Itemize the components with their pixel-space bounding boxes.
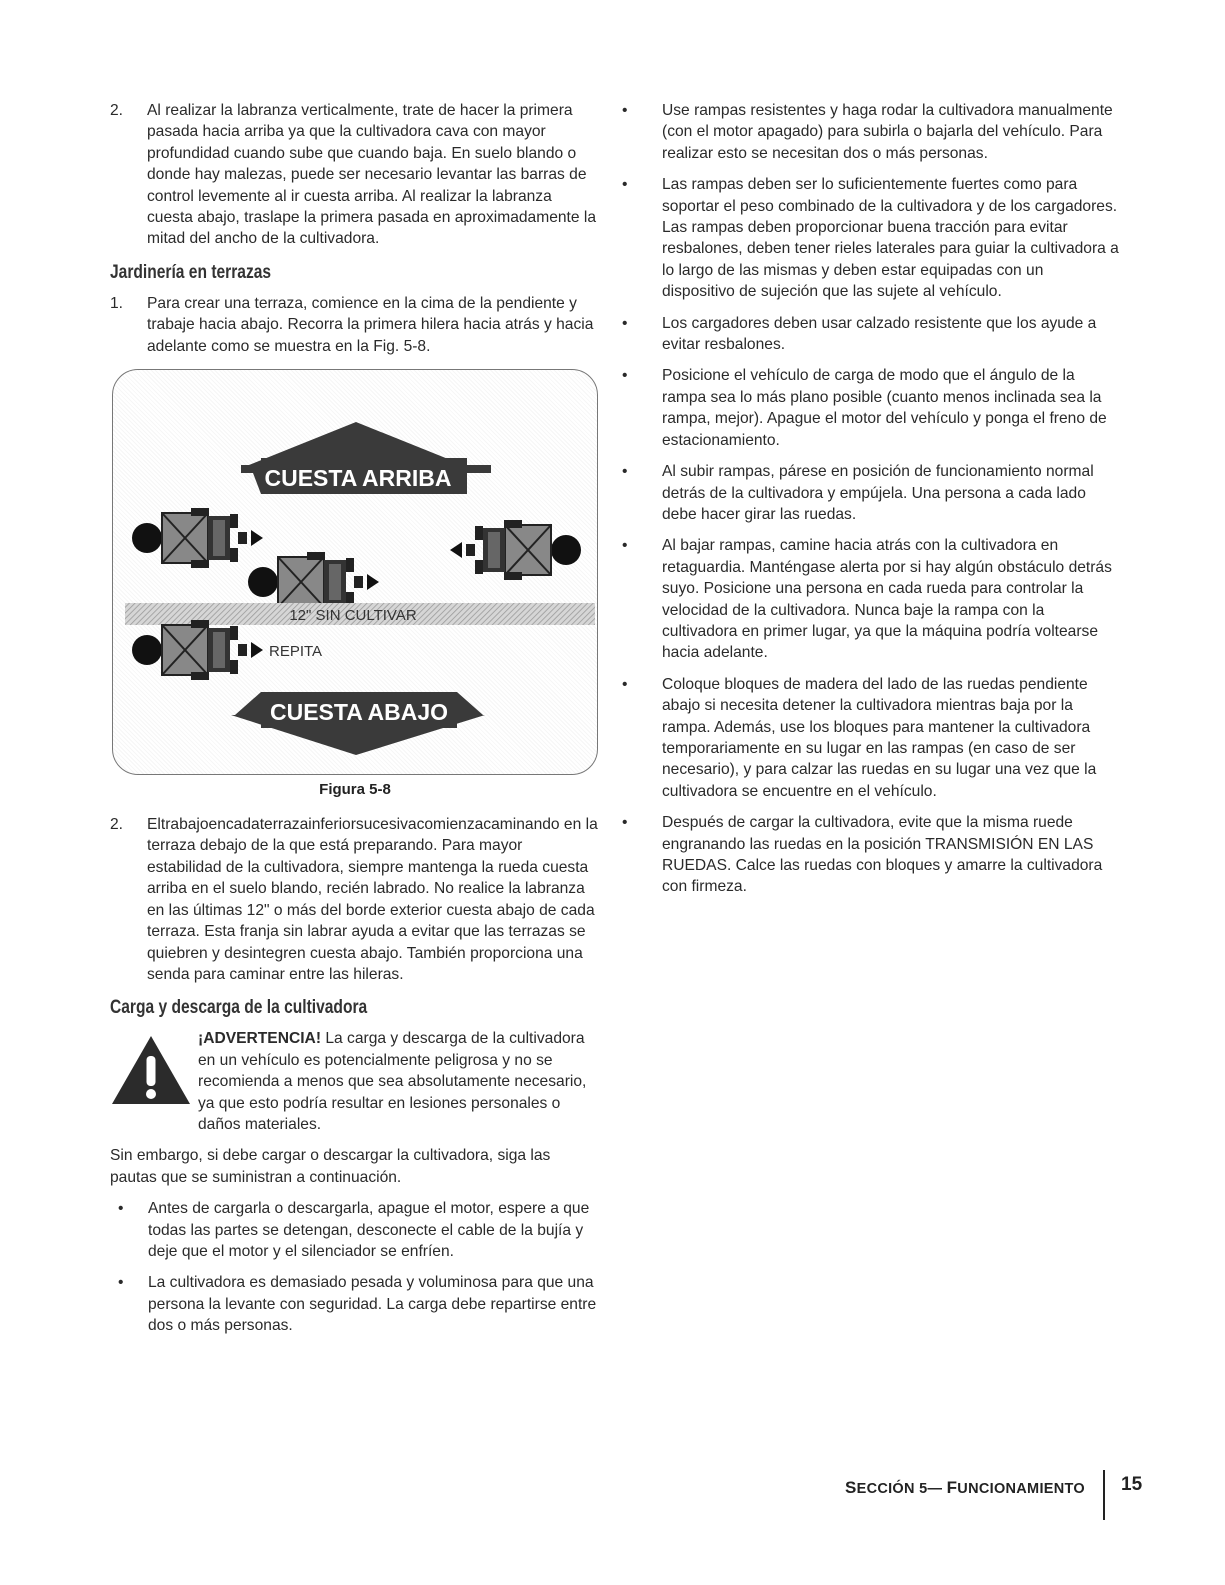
section-heading-carga: Carga y descarga de la cultivadora (110, 997, 368, 1019)
bullet-text: Al subir rampas, párese en posición de funcionamiento normal detrás de la cultivadora y empújela. Una persona a cada lado debe hacer girar las ruedas. (662, 463, 1094, 523)
list-item-bullet (615, 461, 1120, 525)
page-footer (0, 1470, 1225, 1520)
list-item-bullet (615, 174, 1120, 302)
list-text: Para crear una terraza, comience en la cima de la pendiente y trabaje hacia abajo. Recorra la primera hilera hacia atrás y hacia adelante como se muestra en la Fig. 5-8. (147, 294, 594, 355)
uphill-arrow (241, 422, 491, 494)
tiller-row1-right (450, 520, 581, 580)
downhill-label: CUESTA ABAJO (269, 699, 449, 726)
bullet-symbol: • (622, 675, 628, 693)
bullet-text: Posicione el vehículo de carga de modo que el ángulo de la rampa sea lo más plano posible (cuanto menos inclinada sea la rampa, mejor). Apague el motor del vehículo y ponga el freno de estacionamiento. (662, 367, 1107, 449)
list-item-bullet (615, 674, 1120, 802)
list-item-bullet (615, 812, 1120, 898)
bullet-text: Use rampas resistentes y haga rodar la cultivadora manualmente (con el motor apagado) para subirla o bajarla del vehículo. Para realizar esto se necesitan dos o más personas. (662, 102, 1113, 162)
uphill-label: CUESTA ARRIBA (264, 465, 452, 492)
bullet-symbol: • (622, 102, 628, 119)
bullet-text: Al bajar rampas, camine hacia atrás con la cultivadora en retaguardia. Manténgase alerta por si hay algún obstáculo detrás suyo. Posicione una persona en cada rueda para controlar la velocidad de la cultivadora. Nunca baje la rampa con la cultivadora en primer lugar, ya que la máquina podría voltearse hacia adelante. (662, 537, 1112, 662)
list-text: Eltrabajoencadaterrazainferiorsucesivacomienzacaminando en la terraza debajo de la que está preparando. Para mayor estabilidad de la cultivadora, siempre mantenga la rueda cuesta arriba en el suelo blando, recién labrado. No realice la labranza en las últimas 12" o más del borde exterior cuesta abajo de cada terraza. Esta franja sin labrar ayuda a evitar que las terrazas se quiebren y desintegren cuesta abajo. También proporciona una senda para caminar entre las hileras. (147, 816, 598, 983)
list-item-bullet (110, 1198, 600, 1262)
list-number: 1. (110, 294, 124, 312)
warning-label: ¡ADVERTENCIA! (198, 1030, 322, 1048)
bullet-text: La cultivadora es demasiado pesada y voluminosa para que una persona la levante con seguridad. La carga debe repartirse entre dos o más personas. (148, 1274, 597, 1335)
tiller-row1-left (132, 508, 263, 568)
list-item-bullet (110, 1272, 600, 1336)
warning-paragraph (198, 1028, 600, 1135)
section-heading-terrazas: Jardinería en terrazas (110, 261, 272, 283)
list-number: 2. (110, 816, 124, 834)
list-item-create-terrace (110, 293, 600, 357)
bullet-symbol: • (622, 537, 628, 555)
list-item-bullet (615, 365, 1120, 451)
footer-divider (1103, 1470, 1105, 1520)
bullet-symbol: • (622, 814, 628, 832)
bullet-text: Los cargadores deben usar calzado resistente que los ayude a evitar resbalones. (662, 314, 1097, 354)
warning-triangle-icon (110, 1034, 192, 1106)
figure-terrace-diagram (112, 369, 598, 775)
bullet-symbol: • (118, 1274, 124, 1292)
warning-block (110, 1028, 600, 1135)
list-text: Al realizar la labranza verticalmente, trate de hacer la primera pasada hacia arriba ya que la cultivadora cava con mayor profundidad cuando sube que cuando baja. En suelo blando o donde hay malezas, puede ser necesario levantar las barras de control levemente al ir cuesta arriba. Al realizar la labranza cuesta abajo, traslape la primera pasada en aproximadamente la mitad del ancho de la cultivadora. (147, 102, 597, 248)
left-column (110, 100, 600, 1347)
list-item-bullet (615, 313, 1120, 356)
list-item-bullet (615, 100, 1120, 164)
section-title-initial: F (946, 1478, 958, 1497)
list-item-bullet (615, 535, 1120, 663)
section-initial: S (844, 1478, 857, 1497)
page-number: 15 (1121, 1474, 1143, 1495)
bullet-text: Coloque bloques de madera del lado de las ruedas pendiente abajo si necesita detener la cultivadora mientras baja por la rampa. Además, use los bloques para mantener la cultivadora temporariamente en su lugar en las rampas (en caso de ser necesario), y para calzar las ruedas en su lugar una vez que la cultivadora se encuentre en el vehículo. (662, 675, 1097, 800)
downhill-arrow (231, 692, 485, 755)
list-item-lower-terrace (110, 814, 600, 985)
bullet-text: Después de cargar la cultivadora, evite que la misma ruede engranando las ruedas en la posición TRANSMISIÓN EN LAS RUEDAS. Calce las ruedas con bloques y amarre la cultivadora con firmeza. (662, 814, 1103, 896)
repeat-label: REPITA (269, 643, 323, 661)
figure-caption: Figura 5-8 (319, 781, 391, 799)
bullet-symbol: • (622, 176, 628, 194)
bullet-symbol: • (622, 367, 628, 385)
section-rest: ECCIÓN 5— (856, 1481, 947, 1497)
warning-text: La carga y descarga de la cultivadora en un vehículo es potencialmente peligrosa y no se recomienda a menos que sea absolutamente necesario, ya que esto podría resultar en lesiones personales o daños materiales. (198, 1030, 587, 1133)
uncultivated-label: 12" SIN CULTIVAR (289, 607, 417, 625)
bullet-symbol: • (622, 314, 628, 332)
tiller-row3 (132, 620, 263, 680)
terrace-diagram-svg (113, 370, 598, 775)
list-number: 2. (110, 102, 124, 119)
bullet-symbol: • (118, 1200, 124, 1218)
loading-intro: Sin embargo, si debe cargar o descargar la cultivadora, siga las pautas que se suministran a continuación. (110, 1147, 551, 1186)
list-item-uphill-tilling (110, 100, 600, 250)
bullet-text: Antes de cargarla o descargarla, apague el motor, espere a que todas las partes se detengan, desconecte el cable de la bujía y deje que el motor y el silenciador se enfríen. (148, 1200, 590, 1260)
section-title-rest: UNCIONAMIENTO (957, 1481, 1085, 1497)
footer-section-label (845, 1478, 1085, 1498)
bullet-symbol: • (622, 463, 628, 481)
bullet-text: Las rampas deben ser lo suficientemente fuertes como para soportar el peso combinado de la cultivadora y de los cargadores. Las rampas deben proporcionar buena tracción para evitar resbalones, deben tener rieles laterales para guiar la cultivadora a lo largo de las mismas y deben estar equipadas con un dispositivo de sujeción que las sujete al vehículo. (662, 176, 1119, 301)
right-column (615, 100, 1120, 908)
